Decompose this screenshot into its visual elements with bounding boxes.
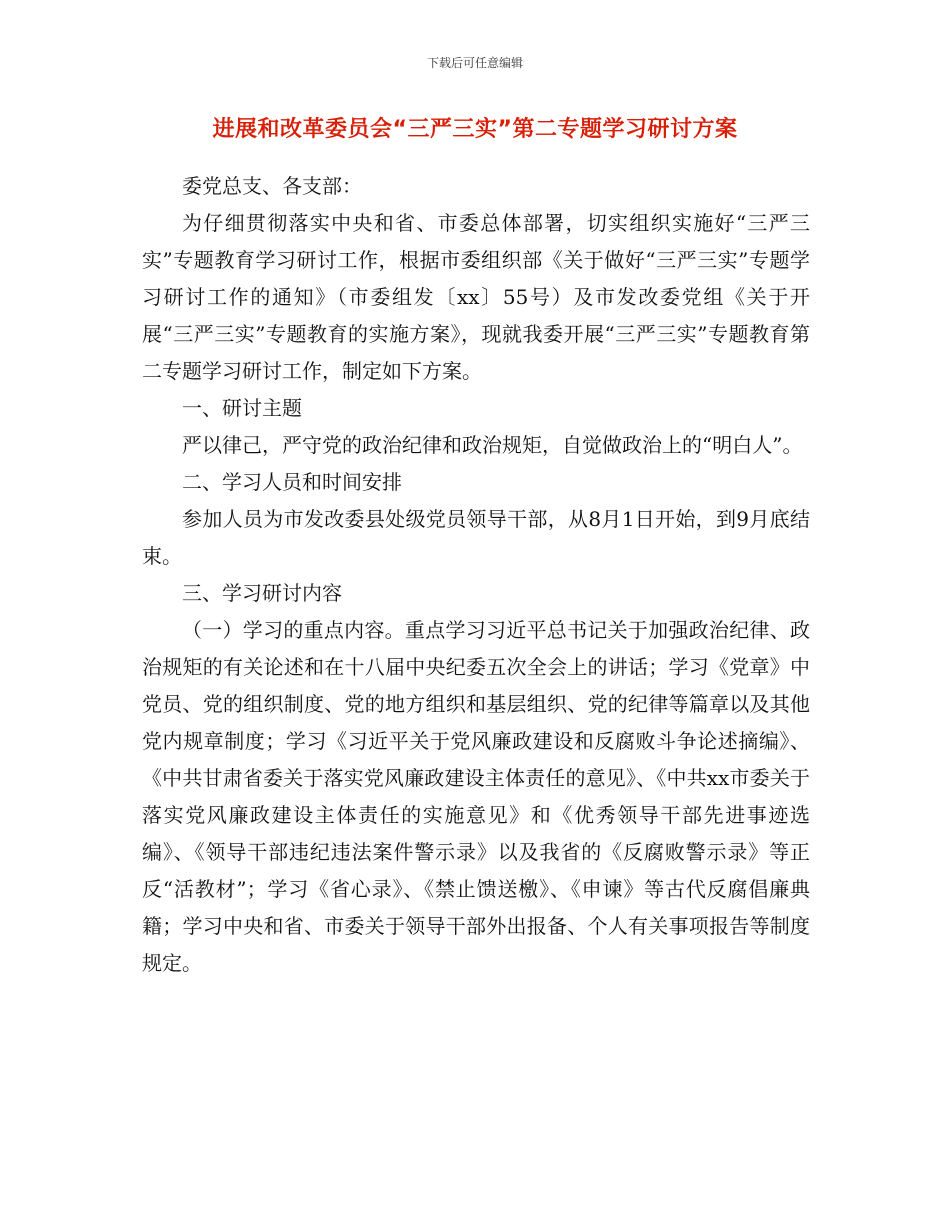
paragraph-content: （一）学习的重点内容。重点学习习近平总书记关于加强政治纪律、政治规矩的有关论述和在十八届中央纪委五次全会上的讲话；学习《党章》中党员、党的组织制度、党的地方组织和基层组织、党的纪律等篇章以及其他党内规章制度；学习《习近平关于党风廉政建设和反腐败斗争论述摘编》、《中共甘肃省委关于落实党风廉政建设主体责任的意见》、《中共xx市委关于落实党风廉政建设主体责任的实施意见》和《优秀领导干部先进事迹选编》、《领导干部违纪违法案件警示录》以及我省的《反腐败警示录》等正反“活教材”；学习《省心录》、《禁止馈送檄》、《申谏》等古代反腐倡廉典籍；学习中央和省、市委关于领导干部外出报备、个人有关事项报告等制度规定。	[142, 618, 810, 975]
section-heading-2: 二、学习人员和时间安排	[182, 470, 402, 494]
salutation: 委党总支、各支部：	[182, 174, 362, 198]
header-note: 下载后可任意编辑	[426, 56, 523, 70]
paragraph-theme: 严以律己，严守党的政治纪律和政治规矩，自觉做政治上的“明白人”。	[182, 433, 803, 457]
paragraph-schedule: 参加人员为市发改委县处级党员领导干部，从8月1日开始，到9月底结束。	[142, 507, 810, 568]
section-heading-1: 一、研讨主题	[182, 396, 302, 420]
section-heading-3: 三、学习研讨内容	[182, 581, 342, 605]
paragraph-intro: 为仔细贯彻落实中央和省、市委总体部署，切实组织实施好“三严三实”专题教育学习研讨工作，根据市委组织部《关于做好“三严三实”专题学习研讨工作的通知》（市委组发〔xx〕55号）及市发改委党组《关于开展“三严三实”专题教育的实施方案》，现就我委开展“三严三实”专题教育第二专题学习研讨工作，制定如下方案。	[142, 211, 810, 383]
document-body	[142, 168, 810, 982]
document-title: 进展和改革委员会“三严三实”第二专题学习研讨方案	[212, 117, 738, 142]
